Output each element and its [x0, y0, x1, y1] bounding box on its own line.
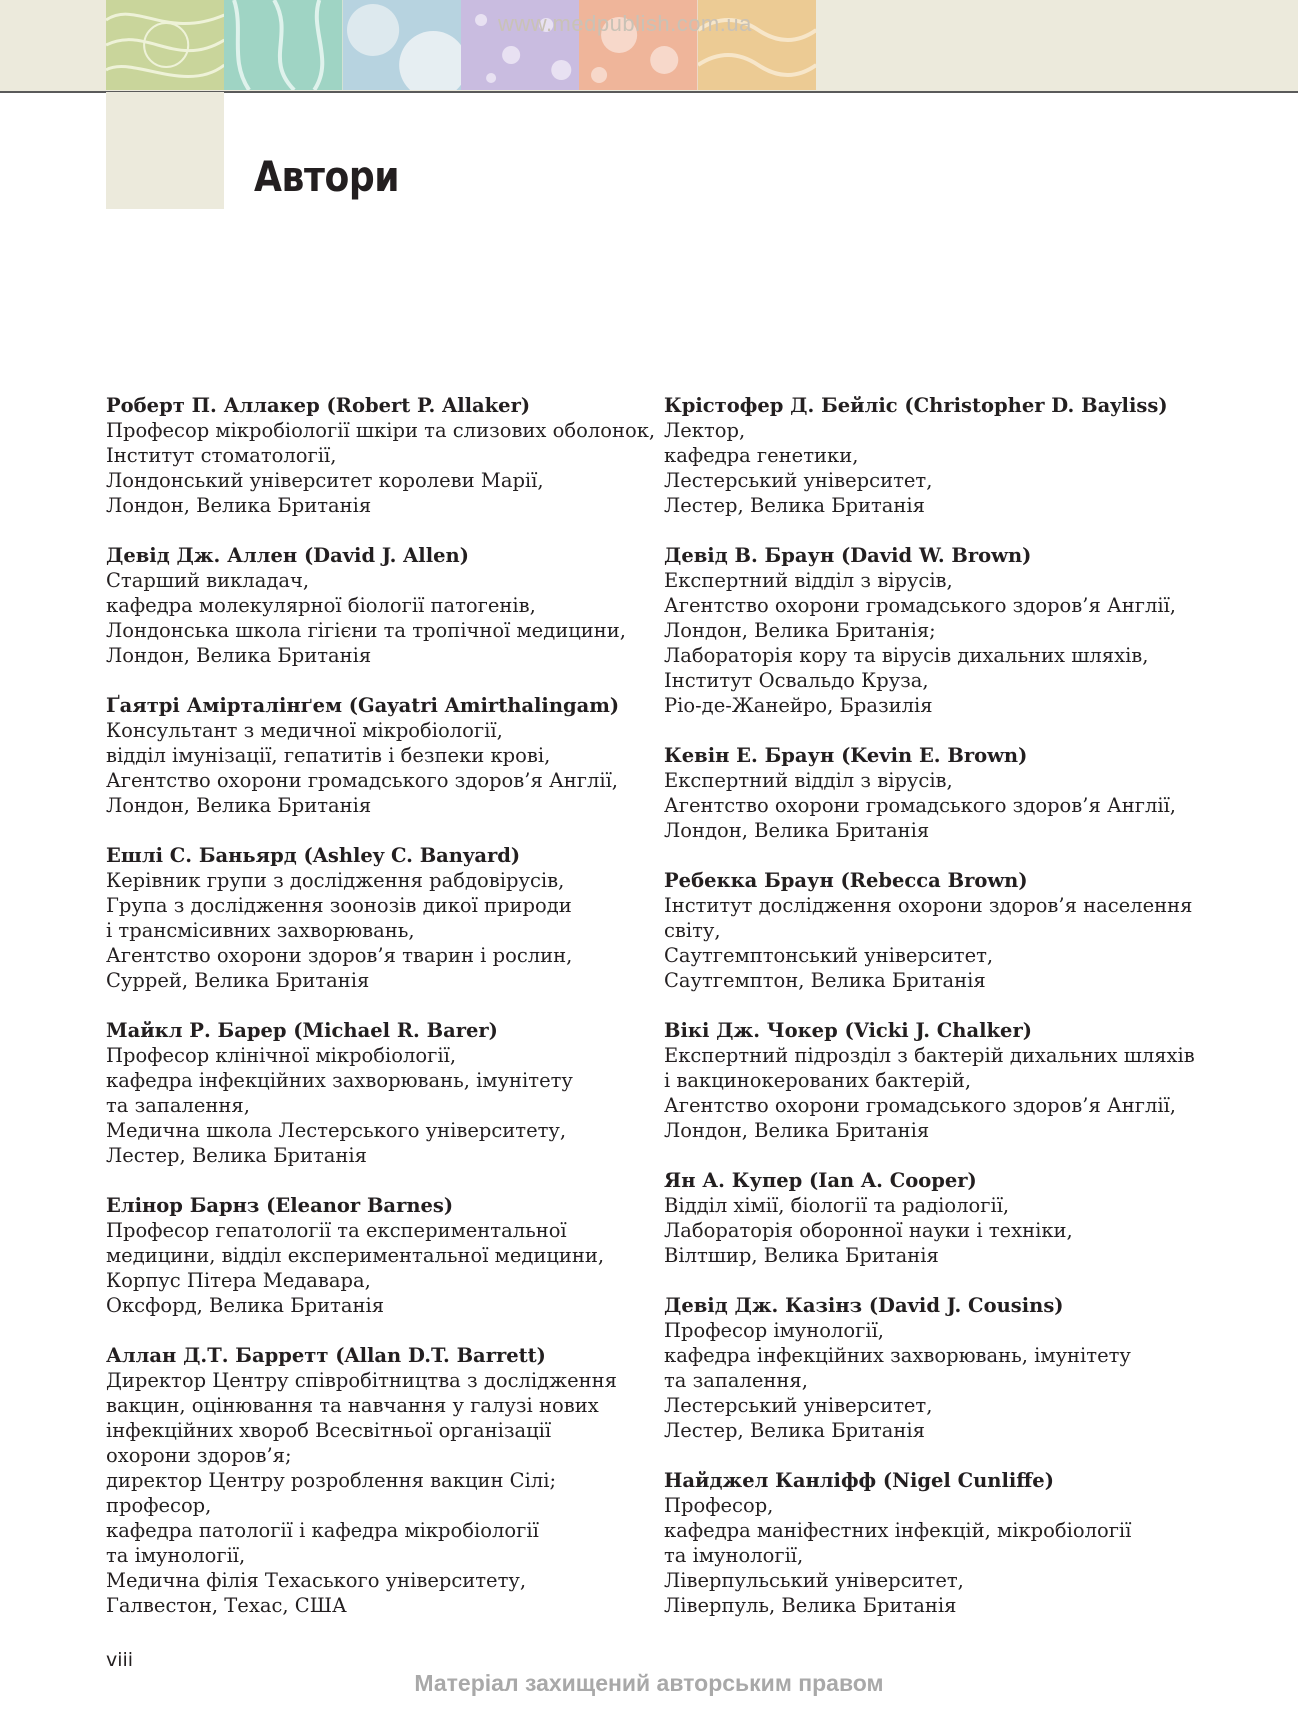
- author-name: Майкл Р. Барер (Michael R. Barer): [106, 1019, 498, 1042]
- author-affiliation-line: Лондон, Велика Британія: [664, 819, 930, 842]
- author-affiliation-line: вакцин, оцінювання та навчання у галузі нових: [106, 1394, 599, 1417]
- author-affiliation-line: Професор мікробіології шкіри та слизових оболонок,: [106, 419, 656, 442]
- author-affiliation-line: відділ імунізації, гепатитів і безпеки крові,: [106, 744, 551, 767]
- author-entry: [106, 1018, 666, 1168]
- author-affiliation-line: Інститут Освальдо Круза,: [664, 669, 929, 692]
- author-affiliation-line: та імунології,: [664, 1544, 804, 1567]
- author-affiliation-line: Лестер, Велика Британія: [664, 494, 925, 517]
- author-affiliation-line: Лестерський університет,: [664, 1394, 933, 1417]
- author-affiliation-line: професор,: [106, 1494, 212, 1517]
- author-entry: [664, 743, 1224, 843]
- author-name: Ґаятрі Амірталінґем (Gayatri Amirthalingam): [106, 694, 620, 717]
- author-affiliation-line: і трансмісивних захворювань,: [106, 919, 415, 942]
- author-affiliation-line: Старший викладач,: [106, 569, 310, 592]
- author-name: Кевін Е. Браун (Kevin E. Brown): [664, 744, 1028, 767]
- author-affiliation-line: Керівник групи з дослідження рабдовірусів,: [106, 869, 565, 892]
- author-affiliation-line: Консультант з медичної мікробіології,: [106, 719, 503, 742]
- author-entry: [106, 393, 666, 518]
- author-affiliation-line: та запалення,: [106, 1094, 250, 1117]
- author-name: Крістофер Д. Бейліс (Christopher D. Bayliss): [664, 394, 1168, 417]
- banner-tile-3: [343, 0, 461, 90]
- author-affiliation-line: Лестер, Велика Британія: [664, 1419, 925, 1442]
- author-name: Девід Дж. Казінз (David J. Cousins): [664, 1294, 1064, 1317]
- author-affiliation-line: Агентство охорони громадського здоров’я Англії,: [664, 794, 1177, 817]
- author-affiliation-line: Саутгемптон, Велика Британія: [664, 969, 986, 992]
- author-affiliation-line: Агентство охорони громадського здоров’я Англії,: [664, 594, 1177, 617]
- author-affiliation-line: Лондон, Велика Британія: [106, 494, 372, 517]
- author-entry: [106, 543, 666, 668]
- author-affiliation-line: Вілтшир, Велика Британія: [664, 1244, 939, 1267]
- author-affiliation-line: Галвестон, Техас, США: [106, 1594, 347, 1617]
- author-affiliation-line: кафедра інфекційних захворювань, імунітету: [664, 1344, 1131, 1367]
- copyright-watermark: Матеріал захищений авторським правом: [414, 1670, 884, 1696]
- author-affiliation-line: Суррей, Велика Британія: [106, 969, 370, 992]
- author-name: Аллан Д.Т. Барретт (Allan D.T. Barrett): [106, 1344, 546, 1367]
- author-affiliation-line: Інститут стоматології,: [106, 444, 337, 467]
- author-affiliation-line: кафедра маніфестних інфекцій, мікробіології: [664, 1519, 1132, 1542]
- author-name: Елінор Барнз (Eleanor Barnes): [106, 1194, 454, 1217]
- author-name: Ребекка Браун (Rebecca Brown): [664, 869, 1028, 892]
- author-affiliation-line: Саутгемптонський університет,: [664, 944, 994, 967]
- author-entry: [664, 1168, 1224, 1268]
- author-affiliation-line: Група з дослідження зоонозів дикої природи: [106, 894, 572, 917]
- author-affiliation-line: Лондон, Велика Британія: [106, 644, 372, 667]
- author-affiliation-line: Лестерський університет,: [664, 469, 933, 492]
- author-affiliation-line: та запалення,: [664, 1369, 808, 1392]
- author-affiliation-line: і вакцинокерованих бактерій,: [664, 1069, 972, 1092]
- author-affiliation-line: кафедра інфекційних захворювань, імунітету: [106, 1069, 573, 1092]
- author-affiliation-line: охорони здоров’я;: [106, 1444, 292, 1467]
- banner-tile-1: [106, 0, 224, 90]
- author-affiliation-line: директор Центру розроблення вакцин Сілі;: [106, 1469, 557, 1492]
- author-affiliation-line: Лабораторія кору та вірусів дихальних шляхів,: [664, 644, 1149, 667]
- author-affiliation-line: кафедра генетики,: [664, 444, 859, 467]
- author-affiliation-line: Медична школа Лестерського університету,: [106, 1119, 567, 1142]
- author-affiliation-line: Директор Центру співробітництва з дослідження: [106, 1369, 617, 1392]
- author-affiliation-line: кафедра молекулярної біології патогенів,: [106, 594, 536, 617]
- author-affiliation-line: Агентство охорони здоров’я тварин і рослин,: [106, 944, 573, 967]
- author-affiliation-line: Агентство охорони громадського здоров’я Англії,: [664, 1094, 1177, 1117]
- author-affiliation-line: Лестер, Велика Британія: [106, 1144, 367, 1167]
- author-affiliation-line: Лондонська школа гігієни та тропічної медицини,: [106, 619, 626, 642]
- author-name: Ян А. Купер (Ian A. Cooper): [664, 1169, 977, 1192]
- authors-column-right: [664, 393, 1224, 1643]
- author-name: Девід Дж. Аллен (David J. Allen): [106, 544, 469, 567]
- author-affiliation-line: Лондон, Велика Британія;: [664, 619, 936, 642]
- author-name: Найджел Канліфф (Nigel Cunliffe): [664, 1469, 1054, 1492]
- author-entry: [664, 868, 1224, 993]
- author-affiliation-line: Ліверпуль, Велика Британія: [664, 1594, 957, 1617]
- author-entry: [106, 1193, 666, 1318]
- author-affiliation-line: Експертний відділ з вірусів,: [664, 569, 953, 592]
- author-affiliation-line: Професор гепатології та експериментальної: [106, 1219, 567, 1242]
- author-name: Девід В. Браун (David W. Brown): [664, 544, 1032, 567]
- authors-column-left: [106, 393, 666, 1643]
- page-title: Автори: [254, 152, 400, 201]
- author-affiliation-line: та імунології,: [106, 1544, 246, 1567]
- author-name: Роберт П. Аллакер (Robert P. Allaker): [106, 394, 531, 417]
- author-affiliation-line: медицини, відділ експериментальної медицини,: [106, 1244, 605, 1267]
- author-entry: [664, 1468, 1224, 1618]
- author-affiliation-line: Лектор,: [664, 419, 746, 442]
- author-affiliation-line: Лондон, Велика Британія: [664, 1119, 930, 1142]
- author-affiliation-line: Експертний підрозділ з бактерій дихальних шляхів: [664, 1044, 1195, 1067]
- site-url-watermark: www.medpublish.com.ua: [498, 11, 752, 36]
- author-affiliation-line: Професор,: [664, 1494, 774, 1517]
- author-affiliation-line: Корпус Пітера Медавара,: [106, 1269, 371, 1292]
- author-affiliation-line: Оксфорд, Велика Британія: [106, 1294, 385, 1317]
- author-entry: [664, 393, 1224, 518]
- author-affiliation-line: Професор імунології,: [664, 1319, 885, 1342]
- author-entry: [664, 1293, 1224, 1443]
- header-band: [0, 0, 1298, 93]
- author-affiliation-line: Експертний відділ з вірусів,: [664, 769, 953, 792]
- author-affiliation-line: Лабораторія оборонної науки і техніки,: [664, 1219, 1073, 1242]
- author-affiliation-line: світу,: [664, 919, 721, 942]
- author-affiliation-line: Відділ хімії, біології та радіології,: [664, 1194, 1010, 1217]
- page-number: viii: [106, 1649, 134, 1671]
- author-affiliation-line: інфекційних хвороб Всесвітньої організації: [106, 1419, 552, 1442]
- author-affiliation-line: Лондонський університет королеви Марії,: [106, 469, 544, 492]
- author-entry: [106, 693, 666, 818]
- author-affiliation-line: кафедра патології і кафедра мікробіології: [106, 1519, 539, 1542]
- author-affiliation-line: Ліверпульський університет,: [664, 1569, 964, 1592]
- author-name: Вікі Дж. Чокер (Vicki J. Chalker): [664, 1019, 1032, 1042]
- author-affiliation-line: Професор клінічної мікробіології,: [106, 1044, 457, 1067]
- author-entry: [106, 1343, 666, 1618]
- author-entry: [106, 843, 666, 993]
- author-affiliation-line: Лондон, Велика Британія: [106, 794, 372, 817]
- title-accent-block: [106, 92, 224, 209]
- banner-tile-2: [224, 0, 342, 90]
- author-entry: [664, 1018, 1224, 1143]
- author-affiliation-line: Медична філія Техаського університету,: [106, 1569, 527, 1592]
- author-name: Ешлі С. Баньярд (Ashley C. Banyard): [106, 844, 521, 867]
- author-affiliation-line: Ріо-де-Жанейро, Бразилія: [664, 694, 933, 717]
- author-entry: [664, 543, 1224, 718]
- author-affiliation-line: Інститут дослідження охорони здоров’я населення: [664, 894, 1193, 917]
- author-affiliation-line: Агентство охорони громадського здоров’я Англії,: [106, 769, 619, 792]
